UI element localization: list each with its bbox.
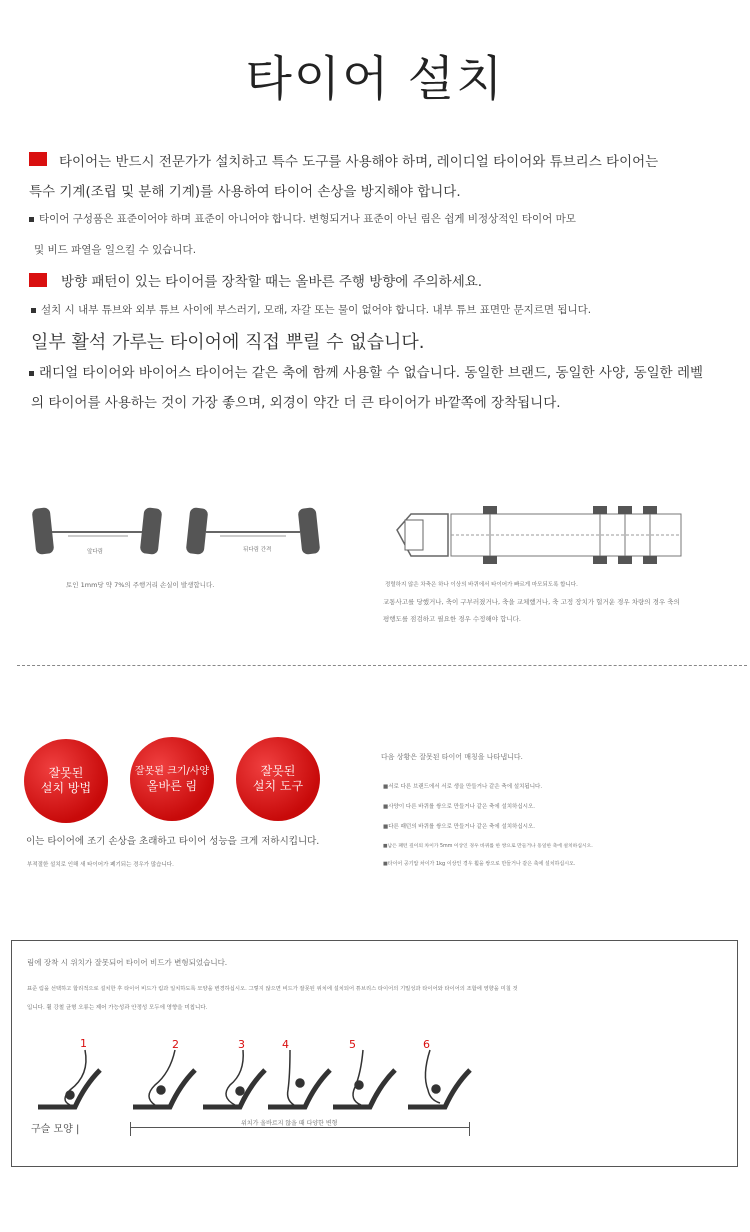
red-bullet-icon [29, 152, 47, 166]
matching-header: 다음 상황은 잘못된 타이어 매칭을 나타냅니다. [381, 753, 523, 761]
badge-line: 잘못된 [260, 764, 296, 778]
bead-shape-6 [408, 1050, 470, 1107]
rim-box-header: 림에 장착 시 위치가 잘못되어 타이어 비드가 변형되었습니다. [27, 958, 228, 967]
page-title: 타이어 설치 [245, 51, 505, 107]
paragraph-line: 방향 패턴이 있는 타이어를 장착할 때는 올바른 주행 방향에 주의하세요. [61, 274, 483, 290]
badge-line: 올바른 림 [146, 779, 198, 793]
badge-line: 잘못된 [48, 766, 84, 780]
list-item-text: 남은 패턴 깊이의 차이가 5mm 이상인 경우 바퀴를 한 쌍으로 만들거나 동일한 축에 설치하십시오. [387, 844, 593, 849]
list-item: ■남은 패턴 깊이의 차이가 5mm 이상인 경우 바퀴를 한 쌍으로 만들거나 동일한 축에 설치하십시오. [383, 844, 593, 849]
bracket-tick [469, 1122, 470, 1136]
bead-shape-correct [38, 1050, 100, 1107]
bead-number: 2 [172, 1038, 179, 1051]
list-item: ■사양이 다른 바퀴를 쌍으로 만들거나 같은 축에 설치하십시오. [383, 804, 536, 810]
bead-shape-3 [203, 1050, 265, 1107]
bullet-icon [31, 308, 36, 313]
correct-bead-label: 구슬 모양 | [31, 1124, 80, 1135]
circles-note: 부적절한 설치로 인해 새 타이어가 폐기되는 경우가 많습니다. [27, 862, 174, 868]
bead-shape-5 [333, 1050, 395, 1107]
diagram-caption: 토인 1mm당 약 7%의 주행거리 손실이 발생합니다. [66, 581, 215, 589]
bead-shape-2 [133, 1050, 195, 1107]
paragraph-line [31, 302, 591, 317]
bracket-tick [130, 1122, 131, 1136]
paragraph-text: 타이어 구성품은 표준이어야 하며 표준이 아니어야 합니다. 변형되거나 표준이 아닌 림은 쉽게 비정상적인 타이어 마모 [39, 213, 576, 225]
axle-label: 앞다림 [87, 549, 103, 555]
bullet-icon [29, 217, 34, 222]
badge-line: 설치 방법 [40, 781, 92, 795]
bracket-line [130, 1127, 470, 1128]
rim-box-text: 입니다. 휠 강철 균형 오류는 제어 가능성과 안정성 모두에 영향을 미칩니다. [27, 1005, 208, 1011]
list-item-text: 타이어 공기압 차이가 1kg 이상인 경우 휠을 쌍으로 만들거나 같은 축에 설치하십시오. [387, 861, 576, 867]
matching-list [383, 782, 593, 878]
paragraph-line: 특수 기계(조립 및 분해 기계)를 사용하여 타이어 손상을 방지해야 합니다. [29, 184, 461, 200]
wrong-install-method-badge [24, 739, 108, 823]
bead-shape-4 [268, 1050, 330, 1107]
paragraph-text: 설치 시 내부 튜브와 외부 튜브 사이에 부스러기, 모래, 자갈 또는 물이 없어야 합니다. 내부 튜브 표면만 문지르면 됩니다. [41, 304, 592, 316]
list-item-text: 사양이 다른 바퀴를 쌍으로 만들거나 같은 축에 설치하십시오. [388, 804, 536, 810]
paragraph-line: 일부 활석 가루는 타이어에 직접 뿌릴 수 없습니다. [31, 332, 425, 353]
badge-line: 설치 도구 [252, 779, 304, 793]
bead-number: 6 [423, 1038, 430, 1051]
circles-caption: 이는 타이어에 조기 손상을 초래하고 타이어 성능을 크게 저하시킵니다. [26, 836, 320, 847]
list-item-text: 다른 패턴의 바퀴를 쌍으로 만들거나 같은 축에 설치하십시오. [388, 824, 536, 830]
wrong-size-badge [130, 737, 214, 821]
diagram-caption: 평행도를 점검하고 필요한 경우 수정해야 합니다. [383, 615, 521, 623]
bead-shape-diagrams [30, 1045, 480, 1115]
paragraph-text: 래디얼 타이어와 바이어스 타이어는 같은 축에 함께 사용할 수 없습니다. 동일한 브랜드, 동일한 사양, 동일한 레벨 [39, 365, 704, 381]
diagram-caption: 정렬하지 않은 차축은 하나 이상의 바퀴에서 타이어가 빠르게 마모되도록 합니다. [385, 582, 578, 588]
bead-number: 5 [349, 1038, 356, 1051]
paragraph-line: 의 타이어를 사용하는 것이 가장 좋으며, 외경이 약간 더 큰 타이어가 바깥쪽에 장착됩니다. [31, 395, 561, 411]
wrong-bead-label: 위치가 올바르지 않을 때 다양한 변형 [238, 1118, 340, 1127]
truck-axle-diagram [393, 500, 693, 570]
bead-number: 4 [282, 1038, 289, 1051]
list-item-text: 서로 다른 브랜드에서 서로 생을 만들거나 같은 축에 설치됩니다. [388, 784, 543, 790]
bead-number: 3 [238, 1038, 245, 1051]
paragraph-line: 타이어는 반드시 전문가가 설치하고 특수 도구를 사용해야 하며, 레이디얼 타이어와 튜브리스 타이어는 [59, 154, 659, 170]
paragraph-line [29, 211, 576, 226]
diagram-caption: 교통사고를 당했거나, 축이 구부러졌거나, 축을 교체했거나, 축 고정 장치가 헐거운 경우 차량의 경우 축의 [383, 598, 680, 606]
toe-alignment-diagram [28, 500, 338, 560]
paragraph-line [29, 361, 703, 381]
list-item: ■서로 다른 브랜드에서 서로 생을 만들거나 같은 축에 설치됩니다. [383, 784, 543, 790]
rim-box-text: 표준 림을 선택하고 합리적으로 설치한 후 타이어 비드가 림과 일치하도록 모양을 변경하십시오. 그렇지 않으면 비드가 잘못된 위치에 설치되어 튜브리스 타이어의 기밀성과 타이어와 타이어의 조합에 영향을 미칠 것 [27, 986, 518, 992]
badge-line: 잘못된 크기/사양 [134, 766, 210, 777]
section-divider [17, 665, 747, 666]
paragraph-line: 및 비드 파열을 일으킬 수 있습니다. [34, 244, 197, 256]
bead-number: 1 [80, 1037, 87, 1050]
red-bullet-icon [29, 273, 47, 287]
list-item: ■다른 패턴의 바퀴를 쌍으로 만들거나 같은 축에 설치하십시오. [383, 824, 536, 830]
axle-label: 뒤다림 간격 [243, 547, 272, 553]
bullet-icon [29, 371, 34, 376]
wrong-tool-badge [236, 737, 320, 821]
list-item: ■타이어 공기압 차이가 1kg 이상인 경우 휠을 쌍으로 만들거나 같은 축에 설치하십시오. [383, 861, 576, 867]
